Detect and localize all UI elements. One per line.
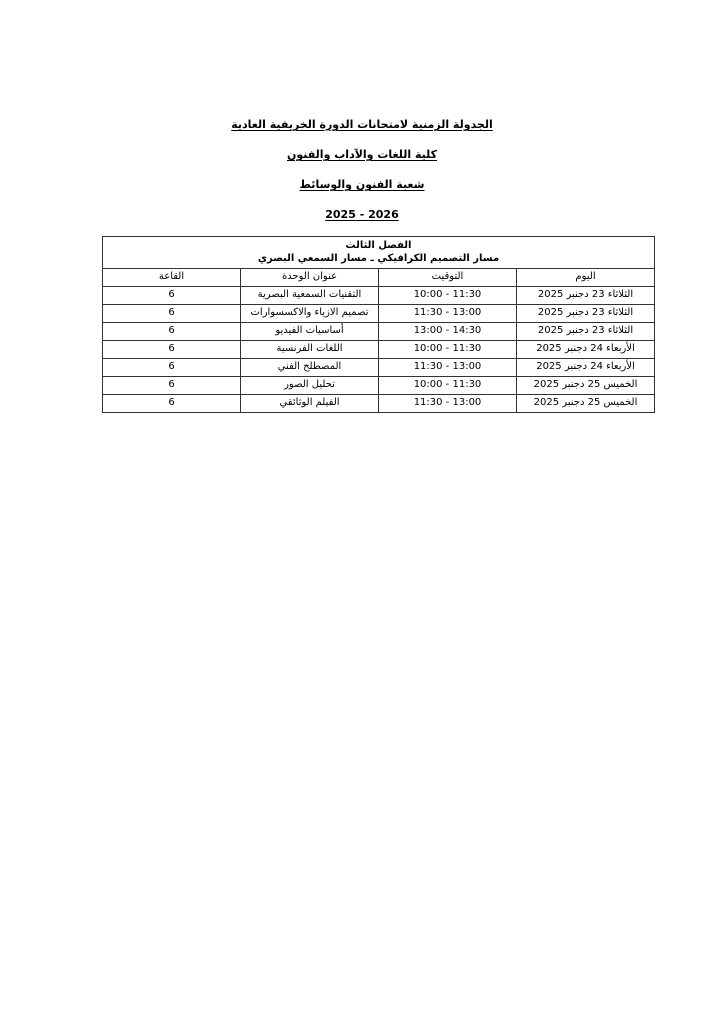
academic-year-text: 2026 - 2025 xyxy=(325,208,399,221)
cell-day: الأربعاء 24 دجنبر 2025 xyxy=(517,359,655,377)
academic-year xyxy=(0,208,724,222)
document-title-text: الجدولة الزمنية لامتحانات الدورة الخريفية العادية xyxy=(231,118,493,131)
table-caption xyxy=(103,237,655,269)
college-name xyxy=(0,148,724,162)
header-room: القاعة xyxy=(103,269,241,287)
cell-time: 10:00 - 11:30 xyxy=(379,341,517,359)
table-row xyxy=(103,359,655,377)
cell-unit: الفيلم الوثائقي xyxy=(241,395,379,413)
cell-time: 10:00 - 11:30 xyxy=(379,287,517,305)
cell-unit: التقنيات السمعية البصرية xyxy=(241,287,379,305)
tracks-label: مسار التصميم الكرافيكي ـ مسار السمعي البصري xyxy=(257,253,500,264)
cell-day: الخميس 25 دجنبر 2025 xyxy=(517,377,655,395)
table-row xyxy=(103,341,655,359)
document-title xyxy=(0,118,724,132)
table-caption-row xyxy=(103,237,655,269)
table-row xyxy=(103,287,655,305)
cell-unit: أساسيات الفيديو xyxy=(241,323,379,341)
cell-room: 6 xyxy=(103,305,241,323)
cell-room: 6 xyxy=(103,287,241,305)
cell-time: 11:30 - 13:00 xyxy=(379,359,517,377)
cell-unit: اللغات الفرنسية xyxy=(241,341,379,359)
cell-time: 11:30 - 13:00 xyxy=(379,305,517,323)
cell-day: الثلاثاء 23 دجنبر 2025 xyxy=(517,323,655,341)
department-name-text: شعبة الفنون والوسائط xyxy=(299,178,425,191)
cell-unit: تحليل الصور xyxy=(241,377,379,395)
cell-time: 11:30 - 13:00 xyxy=(379,395,517,413)
table-row xyxy=(103,305,655,323)
table-row xyxy=(103,377,655,395)
header-unit: عنوان الوحدة xyxy=(241,269,379,287)
table-row xyxy=(103,395,655,413)
college-name-text: كلية اللغات والآداب والفنون xyxy=(286,148,438,161)
cell-unit: المصطلح الفني xyxy=(241,359,379,377)
cell-room: 6 xyxy=(103,341,241,359)
cell-day: الخميس 25 دجنبر 2025 xyxy=(517,395,655,413)
cell-time: 13:00 - 14:30 xyxy=(379,323,517,341)
cell-time: 10:00 - 11:30 xyxy=(379,377,517,395)
table-row xyxy=(103,323,655,341)
cell-room: 6 xyxy=(103,323,241,341)
department-name xyxy=(0,178,724,192)
header-day: اليوم xyxy=(517,269,655,287)
cell-room: 6 xyxy=(103,377,241,395)
cell-room: 6 xyxy=(103,395,241,413)
table-header-row xyxy=(103,269,655,287)
cell-day: الثلاثاء 23 دجنبر 2025 xyxy=(517,305,655,323)
cell-day: الثلاثاء 23 دجنبر 2025 xyxy=(517,287,655,305)
header-time: التوقيت xyxy=(379,269,517,287)
cell-room: 6 xyxy=(103,359,241,377)
cell-day: الأربعاء 24 دجنبر 2025 xyxy=(517,341,655,359)
cell-unit: تصميم الازياء والاكسسوارات xyxy=(241,305,379,323)
exam-schedule-table xyxy=(102,236,655,413)
semester-label: الفصل الثالث xyxy=(345,240,412,251)
